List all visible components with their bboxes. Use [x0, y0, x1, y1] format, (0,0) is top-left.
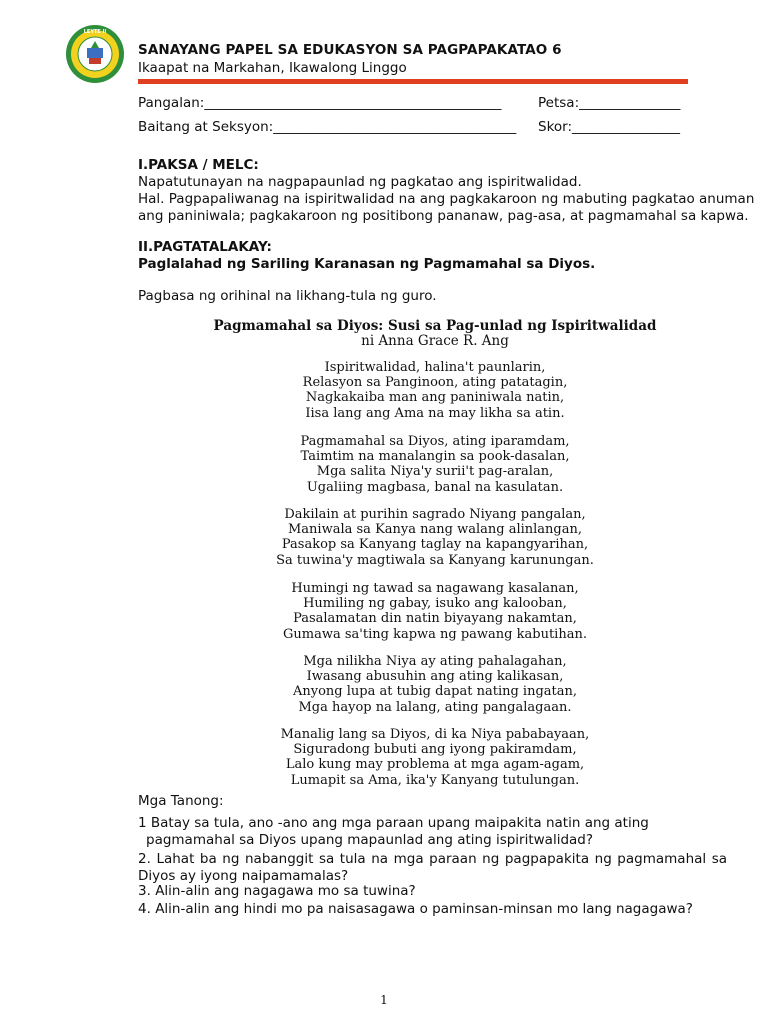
- svg-text:LEYTE II: LEYTE II: [83, 29, 107, 35]
- date-field[interactable]: Petsa:_______________: [538, 95, 681, 111]
- poem-line: Mga salita Niya'y surii't pag-aralan,: [316, 464, 554, 480]
- poem-line: Iisa lang ang Ama na may likha sa atin.: [305, 405, 565, 421]
- question-text: Lahat ba ng nabanggit sa tula na mga paraan ng pagpapakita ng pagmamahal sa Diyos ay iyong naipamamalas?: [138, 851, 728, 884]
- grade-section-field[interactable]: Baitang at Seksyon:____________________________________: [138, 119, 517, 135]
- poem-stanza: [200, 654, 670, 715]
- question-number: 4.: [138, 901, 151, 917]
- section1-line: Hal. Pagpapaliwanag na ispiritwalidad na ang pagkakaroon ng mabuting pagkatao anuman: [138, 191, 755, 207]
- section2-intro: Pagbasa ng orihinal na likhang-tula ng guro.: [138, 288, 437, 304]
- poem-line: Ugaliing magbasa, banal na kasulatan.: [306, 479, 564, 495]
- poem-line: Mga nilikha Niya ay ating pahalagahan,: [303, 654, 567, 669]
- poem-line: Pasakop sa Kanyang taglay na kapangyarihan,: [281, 537, 589, 553]
- question-number: 3.: [138, 883, 151, 899]
- poem-line: Lumapit sa Ama, ika'y Kanyang tutulungan.: [290, 772, 580, 788]
- question-number: 2.: [138, 851, 151, 867]
- question-item: [138, 883, 727, 900]
- page-number: 1: [380, 993, 388, 1007]
- poem-line: Pasalamatan din natin biyayang nakamtan,: [293, 611, 577, 627]
- poem-line: Maniwala sa Kanya nang walang alinlangan,: [288, 522, 582, 538]
- poem-line: Manalig lang sa Diyos, di ka Niya pababayaan,: [280, 727, 590, 742]
- poem-line: Lalo kung may problema at mga agam-agam,: [285, 757, 585, 773]
- poem-line: Humingi ng tawad sa nagawang kasalanan,: [291, 581, 579, 596]
- poem-author: ni Anna Grace R. Ang: [361, 333, 509, 349]
- question-item: [138, 815, 727, 848]
- poem-line: Sa tuwina'y magtiwala sa Kanyang karunungan.: [276, 552, 594, 568]
- district-logo: [65, 24, 125, 84]
- question-text: Alin-alin ang nagagawa mo sa tuwina?: [155, 883, 416, 899]
- poem-stanza: [200, 507, 670, 568]
- document-subtitle: Ikaapat na Markahan, Ikawalong Linggo: [138, 60, 407, 76]
- poem-line: Mga hayop na lalang, ating pangalagaan.: [298, 699, 572, 715]
- score-field[interactable]: Skor:________________: [538, 119, 681, 135]
- question-item: [138, 851, 727, 884]
- poem-stanza: [200, 727, 670, 788]
- questions-heading: Mga Tanong:: [138, 793, 224, 809]
- poem-line: Gumawa sa'ting kapwa ng pawang kabutihan.: [283, 626, 587, 642]
- name-field[interactable]: Pangalan:____________________________________________: [138, 95, 502, 111]
- poem-line: Taimtim na manalangin sa pook-dasalan,: [300, 449, 570, 465]
- header-rule: [138, 79, 688, 84]
- section2-subheading: Paglalahad ng Sariling Karanasan ng Pagmamahal sa Diyos.: [138, 256, 596, 272]
- question-text: Alin-alin ang hindi mo pa naisasagawa o paminsan-minsan mo lang nagagawa?: [155, 901, 693, 917]
- poem-line: Anyong lupa at tubig dapat nating ingatan,: [292, 684, 578, 700]
- poem-line: Dakilain at purihin sagrado Niyang pangalan,: [284, 507, 586, 522]
- question-text: Batay sa tula, ano -ano ang mga paraan upang maipakita natin ang ating: [150, 815, 649, 831]
- poem-line: Relasyon sa Panginoon, ating patatagin,: [302, 375, 568, 391]
- document-title: SANAYANG PAPEL SA EDUKASYON SA PAGPAPAKATAO 6: [138, 42, 562, 58]
- poem-line: Iwasang abusuhin ang ating kalikasan,: [306, 669, 564, 685]
- district-seal-icon: [65, 24, 125, 84]
- poem-stanza: [200, 581, 670, 642]
- question-number: 1: [138, 815, 147, 831]
- poem-stanza: [200, 360, 670, 421]
- question-item: [138, 901, 727, 918]
- poem-line: Siguradong bubuti ang iyong pakiramdam,: [293, 742, 577, 758]
- poem-line: Pagmamahal sa Diyos, ating iparamdam,: [300, 434, 570, 449]
- section1-heading: I.PAKSA / MELC:: [138, 157, 259, 173]
- section2-heading: II.PAGTATALAKAY:: [138, 239, 272, 255]
- poem-stanza: [200, 434, 670, 495]
- poem-title: Pagmamahal sa Diyos: Susi sa Pag-unlad ng Ispiritwalidad: [213, 318, 657, 334]
- poem-line: Nagkakaiba man ang paniniwala natin,: [305, 390, 565, 406]
- question-text-cont: pagmamahal sa Diyos upang mapaunlad ang ating ispiritwalidad?: [146, 831, 594, 848]
- poem-line: Ispiritwalidad, halina't paunlarin,: [324, 360, 546, 375]
- section1-line: Napatutunayan na nagpapaunlad ng pagkatao ang ispiritwalidad.: [138, 174, 582, 190]
- section1-line: ang paniniwala; pagkakaroon ng positibong pananaw, pag-asa, at pagmamahal sa kapwa.: [138, 208, 749, 224]
- poem-line: Humiling ng gabay, isuko ang kalooban,: [303, 596, 567, 612]
